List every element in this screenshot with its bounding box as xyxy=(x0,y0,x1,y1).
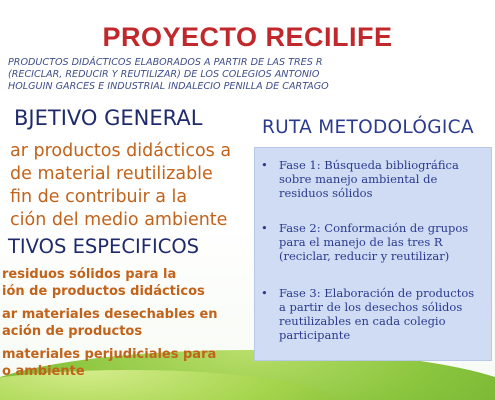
bullet-icon: • xyxy=(261,286,268,300)
subtitle-line: PRODUCTOS DIDÁCTICOS ELABORADOS A PARTIR DE LAS TRES R xyxy=(8,57,323,68)
objetivo-general-line: fin de contribuir a la xyxy=(10,187,188,207)
fase-line: a partir de los desechos sólidos xyxy=(279,300,463,314)
objetivo-especifico-line: residuos sólidos para la xyxy=(2,267,177,282)
subtitle-line: (RECICLAR, REDUCIR Y REUTILIZAR) DE LOS COLEGIOS ANTONIO xyxy=(8,69,320,80)
objetivo-general-heading: BJETIVO GENERAL xyxy=(14,106,203,130)
fase-line: para el manejo de las tres R xyxy=(279,235,443,249)
bullet-icon: • xyxy=(261,221,268,235)
fase-line: Fase 3: Elaboración de productos xyxy=(279,286,475,300)
fase-line: (reciclar, reducir y reutilizar) xyxy=(279,249,450,263)
subtitle-line: HOLGUIN GARCES E INDUSTRIAL INDALECIO PENILLA DE CARTAGO xyxy=(8,81,329,92)
objetivo-especifico-item xyxy=(2,306,252,340)
fases-box xyxy=(254,147,492,361)
objetivo-especifico-line: ar materiales desechables en xyxy=(2,307,218,322)
objetivo-especifico-line: o ambiente xyxy=(2,364,85,379)
objetivo-especifico-line: ión de productos didácticos xyxy=(2,284,205,299)
ruta-metodologica-heading: RUTA METODOLÓGICA xyxy=(262,117,474,138)
fase-line: Fase 2: Conformación de grupos xyxy=(279,221,469,235)
objetivo-especifico-item xyxy=(2,266,252,300)
objetivo-especifico-item xyxy=(2,346,252,380)
objetivos-especificos-heading: TIVOS ESPECIFICOS xyxy=(8,235,200,258)
subtitle xyxy=(8,57,490,93)
objetivo-general-line: de material reutilizable xyxy=(10,164,213,184)
objetivo-general-line: ción del medio ambiente xyxy=(10,210,228,230)
slide-title: PROYECTO RECILIFE xyxy=(102,22,393,52)
objetivos-especificos-list xyxy=(2,266,252,386)
objetivo-especifico-line: materiales perjudiciales para xyxy=(2,347,217,362)
bullet-icon: • xyxy=(261,158,268,172)
fase-line: Fase 1: Búsqueda bibliográfica xyxy=(279,158,459,172)
objetivo-general-text xyxy=(10,140,250,232)
fase-line: residuos sólidos xyxy=(279,186,373,200)
fase-line: participante xyxy=(279,328,351,342)
objetivo-especifico-line: ación de productos xyxy=(2,324,143,339)
fase-line: sobre manejo ambiental de xyxy=(279,172,438,186)
objetivo-general-line: ar productos didácticos a xyxy=(10,141,232,161)
fase-line: reutilizables en cada colegio xyxy=(279,314,446,328)
